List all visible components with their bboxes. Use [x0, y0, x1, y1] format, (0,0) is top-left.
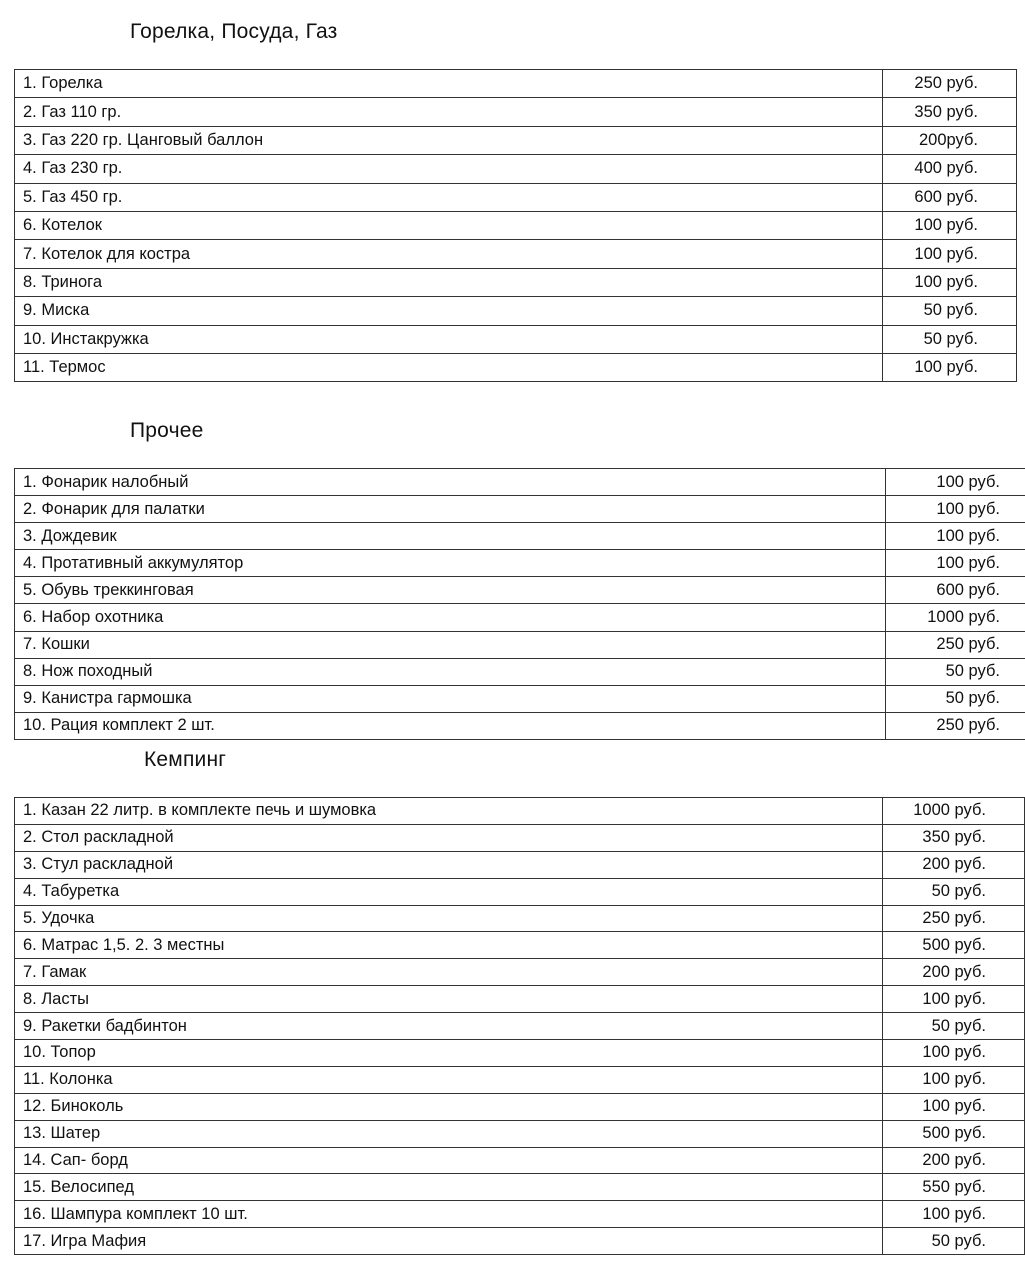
item-price: 350 руб.: [883, 824, 1025, 851]
item-name: 2. Фонарик для палатки: [15, 496, 886, 523]
item-name: 2. Газ 110 гр.: [15, 98, 883, 126]
item-price: 200 руб.: [883, 851, 1025, 878]
item-price: 200 руб.: [883, 959, 1025, 986]
item-price: 350 руб.: [883, 98, 1017, 126]
item-price: 1000 руб.: [886, 604, 1025, 631]
item-price: 600 руб.: [886, 577, 1025, 604]
table-row: [15, 1228, 1025, 1255]
item-price: 50 руб.: [886, 658, 1025, 685]
item-name: 3. Дождевик: [15, 523, 886, 550]
item-name: 8. Ласты: [15, 986, 883, 1013]
item-name: 8. Тринога: [15, 268, 883, 296]
item-price: 50 руб.: [883, 325, 1017, 353]
table-row: [15, 824, 1025, 851]
table-row: [15, 932, 1025, 959]
table-row: [15, 1120, 1025, 1147]
table-row: [15, 496, 1025, 523]
item-name: 5. Газ 450 гр.: [15, 183, 883, 211]
table-row: [15, 878, 1025, 905]
item-name: 10. Рация комплект 2 шт.: [15, 712, 886, 739]
section-title-burner: Горелка, Посуда, Газ: [130, 20, 338, 43]
item-name: 10. Топор: [15, 1040, 883, 1067]
price-table-other: [14, 468, 1025, 740]
table-row: [15, 183, 1017, 211]
item-price: 50 руб.: [883, 878, 1025, 905]
table-row: [15, 126, 1017, 154]
item-name: 4. Газ 230 гр.: [15, 155, 883, 183]
table-row: [15, 1174, 1025, 1201]
item-price: 100 руб.: [883, 986, 1025, 1013]
table-row: [15, 469, 1025, 496]
table-row: [15, 959, 1025, 986]
price-table-camping: [14, 797, 1025, 1255]
table-row: [15, 1093, 1025, 1120]
item-name: 14. Сап- борд: [15, 1147, 883, 1174]
item-price: 50 руб.: [883, 1228, 1025, 1255]
item-price: 100 руб.: [886, 496, 1025, 523]
table-row: [15, 325, 1017, 353]
item-name: 3. Газ 220 гр. Цанговый баллон: [15, 126, 883, 154]
item-name: 5. Обувь треккинговая: [15, 577, 886, 604]
item-price: 400 руб.: [883, 155, 1017, 183]
item-price: 100 руб.: [883, 1201, 1025, 1228]
item-price: 250 руб.: [886, 712, 1025, 739]
table-row: [15, 631, 1025, 658]
item-price: 100 руб.: [883, 211, 1017, 239]
item-name: 4. Табуретка: [15, 878, 883, 905]
table-row: [15, 712, 1025, 739]
table-row: [15, 851, 1025, 878]
item-name: 10. Инстакружка: [15, 325, 883, 353]
table-row: [15, 604, 1025, 631]
item-name: 13. Шатер: [15, 1120, 883, 1147]
item-name: 8. Нож походный: [15, 658, 886, 685]
item-name: 15. Велосипед: [15, 1174, 883, 1201]
table-row: [15, 211, 1017, 239]
item-price: 100 руб.: [883, 1066, 1025, 1093]
item-name: 7. Гамак: [15, 959, 883, 986]
item-price: 50 руб.: [883, 297, 1017, 325]
item-price: 100 руб.: [883, 353, 1017, 381]
item-name: 1. Горелка: [15, 70, 883, 98]
table-row: [15, 240, 1017, 268]
item-price: 100 руб.: [883, 240, 1017, 268]
item-name: 7. Котелок для костра: [15, 240, 883, 268]
table-row: [15, 685, 1025, 712]
item-name: 1. Казан 22 литр. в комплекте печь и шумовка: [15, 798, 883, 825]
table-row: [15, 1013, 1025, 1040]
item-name: 3. Стул раскладной: [15, 851, 883, 878]
item-name: 6. Набор охотника: [15, 604, 886, 631]
item-name: 6. Котелок: [15, 211, 883, 239]
table-row: [15, 1066, 1025, 1093]
item-price: 250 руб.: [883, 70, 1017, 98]
table-row: [15, 577, 1025, 604]
table-row: [15, 98, 1017, 126]
table-row: [15, 1201, 1025, 1228]
item-price: 500 руб.: [883, 932, 1025, 959]
item-name: 1. Фонарик налобный: [15, 469, 886, 496]
item-price: 100 руб.: [883, 268, 1017, 296]
item-price: 50 руб.: [886, 685, 1025, 712]
item-price: 100 руб.: [883, 1040, 1025, 1067]
item-name: 7. Кошки: [15, 631, 886, 658]
table-row: [15, 353, 1017, 381]
table-row: [15, 905, 1025, 932]
item-name: 11. Колонка: [15, 1066, 883, 1093]
table-row: [15, 1147, 1025, 1174]
item-price: 600 руб.: [883, 183, 1017, 211]
item-name: 2. Стол раскладной: [15, 824, 883, 851]
item-name: 6. Матрас 1,5. 2. 3 местны: [15, 932, 883, 959]
item-price: 250 руб.: [886, 631, 1025, 658]
section-title-other: Прочее: [130, 419, 204, 442]
table-row: [15, 798, 1025, 825]
section-title-camping: Кемпинг: [144, 748, 227, 771]
item-name: 11. Термос: [15, 353, 883, 381]
item-price: 250 руб.: [883, 905, 1025, 932]
item-name: 9. Канистра гармошка: [15, 685, 886, 712]
table-row: [15, 986, 1025, 1013]
price-table-burner: [14, 69, 1017, 382]
item-name: 5. Удочка: [15, 905, 883, 932]
item-price: 200 руб.: [883, 1147, 1025, 1174]
item-price: 100 руб.: [886, 523, 1025, 550]
table-row: [15, 268, 1017, 296]
table-row: [15, 155, 1017, 183]
table-row: [15, 550, 1025, 577]
item-price: 100 руб.: [886, 469, 1025, 496]
item-price: 200руб.: [883, 126, 1017, 154]
table-row: [15, 658, 1025, 685]
item-name: 17. Игра Мафия: [15, 1228, 883, 1255]
table-row: [15, 1040, 1025, 1067]
item-price: 1000 руб.: [883, 798, 1025, 825]
table-row: [15, 523, 1025, 550]
item-price: 500 руб.: [883, 1120, 1025, 1147]
item-name: 9. Миска: [15, 297, 883, 325]
item-price: 50 руб.: [883, 1013, 1025, 1040]
item-name: 4. Протативный аккумулятор: [15, 550, 886, 577]
item-price: 550 руб.: [883, 1174, 1025, 1201]
item-name: 16. Шампура комплект 10 шт.: [15, 1201, 883, 1228]
item-price: 100 руб.: [883, 1093, 1025, 1120]
table-row: [15, 297, 1017, 325]
table-row: [15, 70, 1017, 98]
item-price: 100 руб.: [886, 550, 1025, 577]
item-name: 12. Биноколь: [15, 1093, 883, 1120]
item-name: 9. Ракетки бадбинтон: [15, 1013, 883, 1040]
